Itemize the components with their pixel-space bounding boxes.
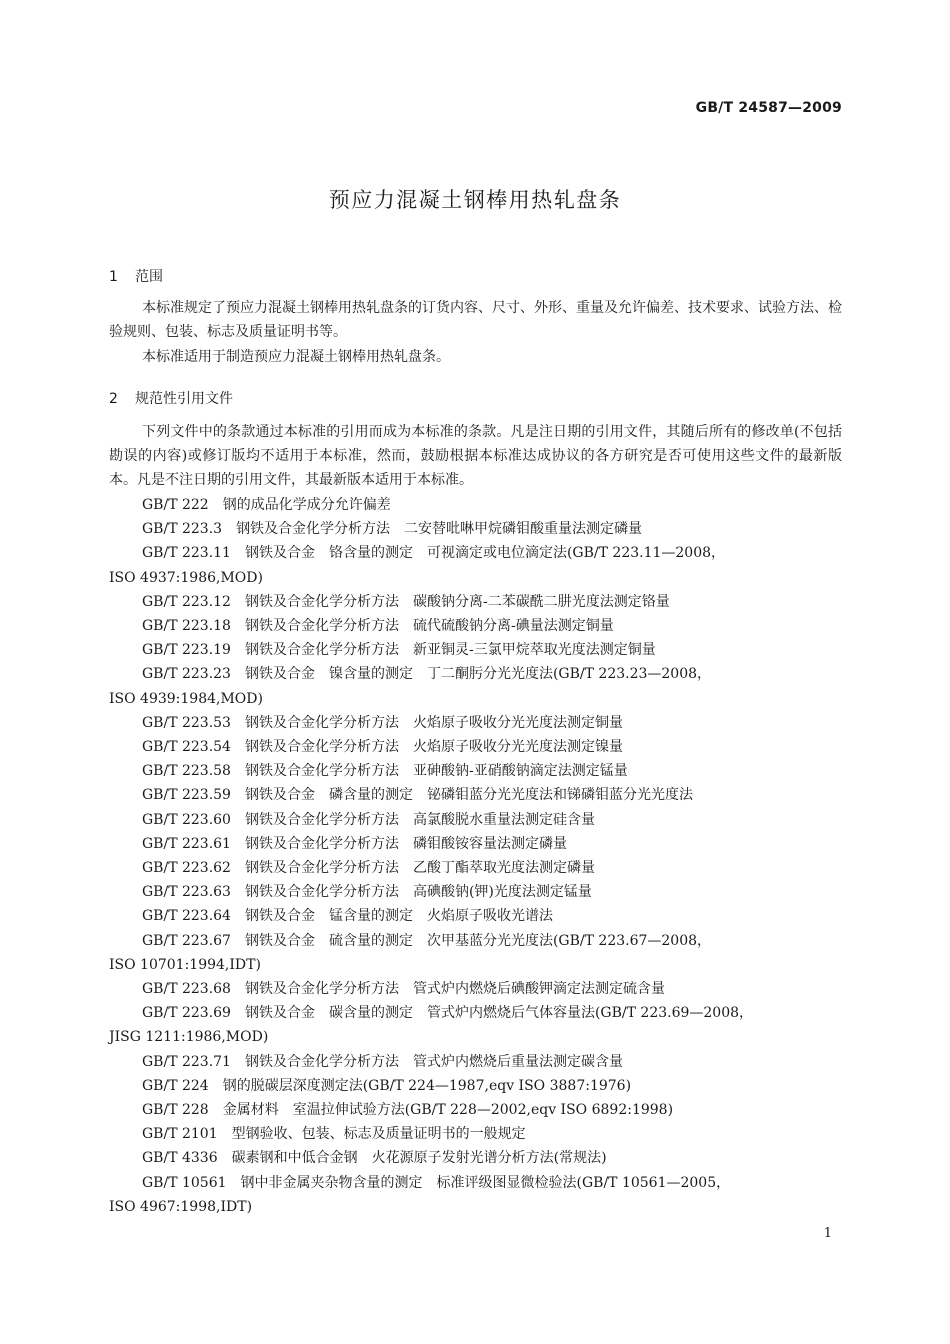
reference-title: 钢铁及合金 磷含量的测定 铋磷钼蓝分光光度法和锑磷钼蓝分光光度法 — [244, 787, 693, 804]
reference-title: 钢铁及合金化学分析方法 磷钼酸铵容量法测定磷量 — [244, 835, 567, 852]
reference-code: GB/T 223.59 — [142, 787, 231, 804]
reference-continuation: ISO 10701:1994,IDT) — [109, 956, 261, 973]
reference-title: 钢铁及合金化学分析方法 管式炉内燃烧后重量法测定碳含量 — [244, 1053, 623, 1070]
reference-code: GB/T 222 — [142, 497, 209, 513]
reference-code: GB/T 223.60 — [142, 811, 231, 828]
reference-item — [109, 929, 842, 977]
reference-item — [109, 880, 842, 904]
reference-code: GB/T 10561 — [142, 1174, 227, 1191]
reference-title: 钢铁及合金化学分析方法 亚砷酸钠-亚硝酸钠滴定法测定锰量 — [244, 763, 628, 780]
standard-code: GB/T 24587—2009 — [695, 100, 842, 116]
reference-title: 钢铁及合金化学分析方法 二安替吡啉甲烷磷钼酸重量法测定磷量 — [236, 521, 643, 538]
reference-item — [109, 856, 842, 880]
reference-title: 钢铁及合金 碳含量的测定 管式炉内燃烧后气体容量法(GB/T 223.69—2008， — [244, 1005, 754, 1022]
reference-code: GB/T 223.69 — [142, 1005, 231, 1022]
reference-continuation: ISO 4937:1986,MOD) — [109, 569, 263, 586]
reference-item — [109, 832, 842, 856]
section-1-title: 范围 — [135, 269, 163, 285]
reference-title: 钢铁及合金化学分析方法 火焰原子吸收分光光度法测定铜量 — [244, 714, 623, 731]
reference-item — [109, 1171, 842, 1219]
reference-code: GB/T 223.23 — [142, 666, 231, 683]
reference-title: 钢铁及合金化学分析方法 乙酸丁酯萃取光度法测定磷量 — [244, 860, 595, 876]
reference-item — [109, 1001, 842, 1049]
reference-code: GB/T 223.64 — [142, 908, 231, 925]
reference-item — [109, 614, 842, 638]
reference-title: 钢铁及合金 铬含量的测定 可视滴定或电位滴定法(GB/T 223.11—2008， — [244, 545, 726, 562]
reference-item — [109, 1050, 842, 1074]
reference-item — [109, 808, 842, 832]
reference-item — [109, 590, 842, 614]
reference-code: GB/T 223.18 — [142, 618, 231, 634]
reference-code: GB/T 223.71 — [142, 1053, 231, 1070]
reference-item — [109, 1146, 842, 1170]
section-1-number: 1 — [109, 269, 118, 285]
reference-code: GB/T 223.67 — [142, 932, 231, 949]
reference-title: 钢铁及合金化学分析方法 高碘酸钠(钾)光度法测定锰量 — [244, 884, 592, 901]
reference-code: GB/T 223.19 — [142, 642, 231, 659]
reference-title: 钢铁及合金化学分析方法 新亚铜灵-三氯甲烷萃取光度法测定铜量 — [244, 642, 656, 659]
reference-title: 金属材料 室温拉伸试验方法(GB/T 228—2002,eqv ISO 6892:1998) — [222, 1102, 674, 1118]
section-1-paragraph-1: 本标准规定了预应力混凝土钢棒用热轧盘条的订货内容、尺寸、外形、重量及允许偏差、技术要求、试验方法、检验规则、包装、标志及质量证明书等。 — [109, 300, 842, 341]
section-2-intro: 下列文件中的条款通过本标准的引用而成为本标准的条款。凡是注日期的引用文件，其随后所有的修改单(不包括勘误的内容)或修订版均不适用于本标准，然而，鼓励根据本标准达成协议的各方研究是否可使用这些文件的最新版本。凡是不注日期的引用文件，其最新版本适用于本标准。 — [109, 424, 842, 489]
reference-item — [109, 1074, 842, 1098]
reference-code: GB/T 228 — [142, 1102, 209, 1118]
reference-item — [109, 759, 842, 783]
reference-continuation: JISG 1211:1986,MOD) — [109, 1029, 269, 1046]
reference-item — [109, 783, 842, 807]
reference-item — [109, 711, 842, 735]
reference-title: 钢铁及合金 锰含量的测定 火焰原子吸收光谱法 — [244, 908, 553, 925]
reference-title: 钢的成品化学成分允许偏差 — [222, 497, 391, 513]
reference-item — [109, 541, 842, 589]
reference-code: GB/T 223.11 — [142, 545, 231, 562]
reference-title: 钢铁及合金化学分析方法 火焰原子吸收分光光度法测定镍量 — [244, 739, 623, 755]
section-2-heading — [109, 388, 233, 408]
reference-item — [109, 735, 842, 759]
reference-title: 钢铁及合金化学分析方法 高氯酸脱水重量法测定硅含量 — [244, 811, 595, 828]
reference-code: GB/T 223.54 — [142, 739, 231, 755]
reference-code: GB/T 223.61 — [142, 835, 231, 852]
section-2-title: 规范性引用文件 — [135, 391, 233, 407]
document-title: 预应力混凝土钢棒用热轧盘条 — [328, 188, 622, 212]
reference-item — [109, 977, 842, 1001]
page-number: 1 — [823, 1226, 832, 1241]
reference-title: 钢的脱碳层深度测定法(GB/T 224—1987,eqv ISO 3887:1976) — [222, 1077, 632, 1094]
reference-title: 钢铁及合金化学分析方法 硫代硫酸钠分离-碘量法测定铜量 — [244, 618, 614, 634]
section-1-paragraph-2: 本标准适用于制造预应力混凝土钢棒用热轧盘条。 — [142, 349, 450, 365]
reference-item — [109, 1098, 842, 1122]
reference-title: 碳素钢和中低合金钢 火花源原子发射光谱分析方法(常规法) — [231, 1150, 607, 1167]
reference-title: 型钢验收、包装、标志及质量证明书的一般规定 — [231, 1126, 526, 1143]
reference-code: GB/T 223.58 — [142, 763, 231, 780]
reference-title: 钢铁及合金化学分析方法 碳酸钠分离-二苯碳酰二肼光度法测定铬量 — [244, 593, 670, 610]
reference-code: GB/T 223.53 — [142, 714, 231, 731]
reference-item — [109, 1122, 842, 1146]
reference-code: GB/T 2101 — [142, 1126, 218, 1143]
section-1-heading — [109, 266, 163, 286]
reference-title: 钢铁及合金 镍含量的测定 丁二酮肟分光光度法(GB/T 223.23—2008， — [244, 666, 712, 683]
reference-title: 钢铁及合金 硫含量的测定 次甲基蓝分光光度法(GB/T 223.67—2008， — [244, 932, 712, 949]
reference-code: GB/T 4336 — [142, 1150, 218, 1167]
reference-code: GB/T 223.3 — [142, 521, 223, 538]
reference-item — [109, 493, 842, 517]
reference-title: 钢中非金属夹杂物含量的测定 标准评级图显微检验法(GB/T 10561—2005， — [240, 1174, 731, 1191]
reference-code: GB/T 223.12 — [142, 593, 231, 610]
reference-item — [109, 517, 842, 541]
reference-code: GB/T 224 — [142, 1077, 209, 1094]
reference-continuation: ISO 4967:1998,IDT) — [109, 1198, 253, 1215]
reference-code: GB/T 223.63 — [142, 884, 231, 901]
reference-code: GB/T 223.62 — [142, 860, 231, 876]
reference-item — [109, 638, 842, 662]
section-2-number: 2 — [109, 391, 118, 407]
reference-title: 钢铁及合金化学分析方法 管式炉内燃烧后碘酸钾滴定法测定硫含量 — [244, 981, 665, 997]
reference-item — [109, 662, 842, 710]
reference-item — [109, 904, 842, 928]
reference-code: GB/T 223.68 — [142, 981, 231, 997]
reference-continuation: ISO 4939:1984,MOD) — [109, 690, 263, 707]
